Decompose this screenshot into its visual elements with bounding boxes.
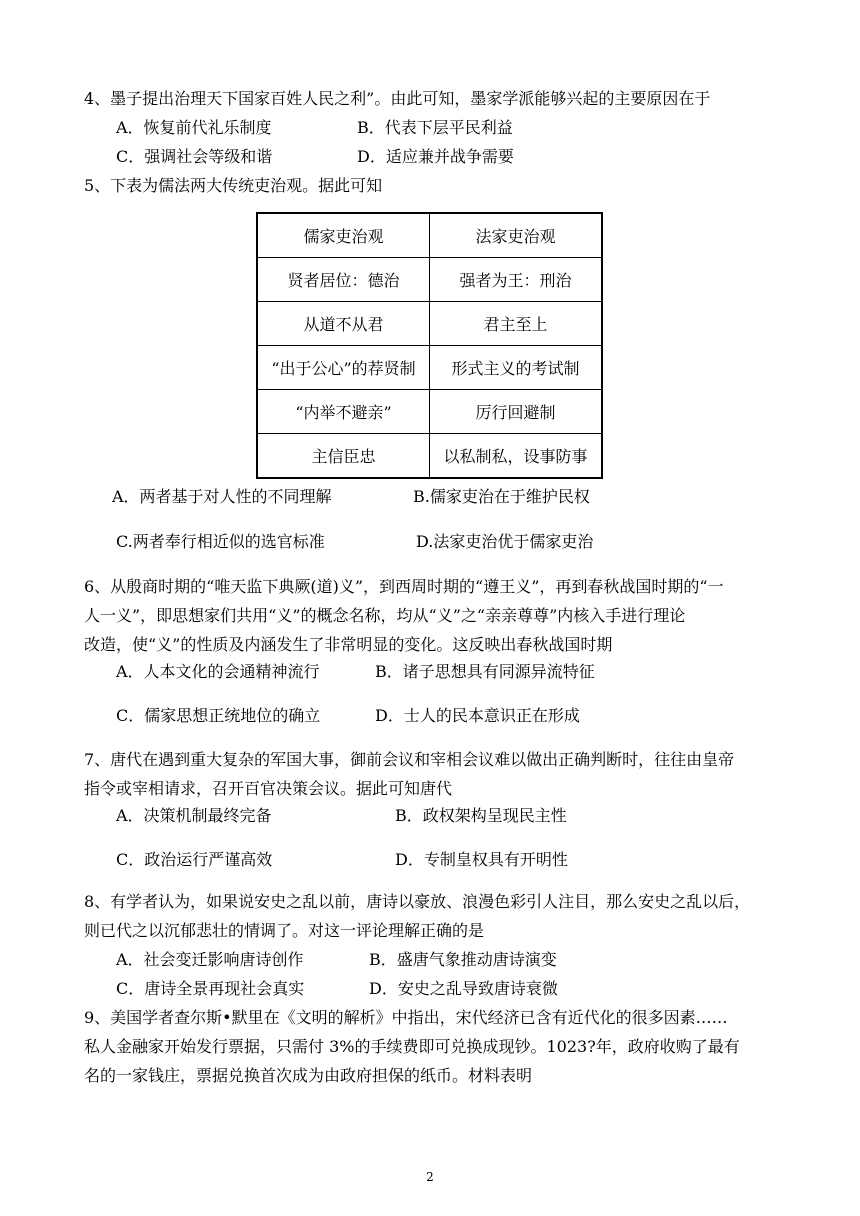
question-8-option-d: D．安史之乱导致唐诗衰微 xyxy=(369,979,558,998)
table-cell: 厉行回避制 xyxy=(430,390,603,434)
question-6-stem-line-2: 人一义”，即思想家们共用“义”的概念名称，均从“义”之“亲亲尊尊”内核入手进行理论 xyxy=(84,606,686,625)
table-cell: 君主至上 xyxy=(430,302,603,346)
question-4-option-a: A．恢复前代礼乐制度 xyxy=(116,118,272,137)
question-9-stem-line-2: 私人金融家开始发行票据，只需付 3%的手续费即可兑换成现钞。1023?年，政府收购了最有 xyxy=(84,1037,740,1056)
table-cell: 以私制私，设事防事 xyxy=(430,434,603,479)
table-cell: 贤者居位：德治 xyxy=(257,258,430,302)
question-8-stem-line-1: 8、有学者认为，如果说安史之乱以前，唐诗以豪放、浪漫色彩引人注目，那么安史之乱以后， xyxy=(84,892,751,911)
table-row xyxy=(257,302,602,346)
question-7-option-c: C．政治运行严谨高效 xyxy=(116,850,273,869)
table-header-confucian: 儒家吏治观 xyxy=(257,213,430,258)
question-7-option-d: D．专制皇权具有开明性 xyxy=(395,850,568,869)
question-8-stem-line-2: 则已代之以沉郁悲壮的情调了。对这一评论理解正确的是 xyxy=(84,921,485,940)
question-5-option-d: D.法家吏治优于儒家吏治 xyxy=(416,532,594,551)
question-5-option-c: C.两者奉行相近似的选官标准 xyxy=(116,532,325,551)
question-6-option-d: D．士人的民本意识正在形成 xyxy=(375,706,580,725)
question-6-option-a: A．人本文化的会通精神流行 xyxy=(116,662,320,681)
table-cell: “出于公心”的荐贤制 xyxy=(257,346,430,390)
question-7-stem-line-1: 7、唐代在遇到重大复杂的军国大事，御前会议和宰相会议难以做出正确判断时，往往由皇帝 xyxy=(84,750,735,769)
question-4-option-b: B．代表下层平民利益 xyxy=(357,118,513,137)
question-4-option-c: C．强调社会等级和谐 xyxy=(116,147,273,166)
table-header-row xyxy=(257,213,602,258)
question-7-option-a: A．决策机制最终完备 xyxy=(116,806,272,825)
table-cell: 从道不从君 xyxy=(257,302,430,346)
question-7-stem-line-2: 指令或宰相请求，召开百官决策会议。据此可知唐代 xyxy=(84,779,453,798)
table-row xyxy=(257,258,602,302)
table-row xyxy=(257,434,602,479)
question-8-option-c: C．唐诗全景再现社会真实 xyxy=(116,979,305,998)
table-row xyxy=(257,390,602,434)
question-6-option-b: B．诸子思想具有同源异流特征 xyxy=(375,662,595,681)
table-cell: “内举不避亲” xyxy=(257,390,430,434)
governance-comparison-table xyxy=(256,212,603,479)
table-cell: 强者为王：刑治 xyxy=(430,258,603,302)
table-cell: 形式主义的考试制 xyxy=(430,346,603,390)
question-7-option-b: B．政权架构呈现民主性 xyxy=(395,806,567,825)
question-4-option-d: D．适应兼并战争需要 xyxy=(357,147,514,166)
question-5-stem: 5、下表为儒法两大传统吏治观。据此可知 xyxy=(84,176,383,195)
question-8-option-b: B．盛唐气象推动唐诗演变 xyxy=(369,950,557,969)
question-6-stem-line-3: 改造，使“义”的性质及内涵发生了非常明显的变化。这反映出春秋战国时期 xyxy=(84,635,613,654)
question-6-stem-line-1: 6、从殷商时期的“唯天监下典厥(道)义”，到西周时期的“遵王义”，再到春秋战国时期的“一 xyxy=(84,577,724,596)
table-cell: 主信臣忠 xyxy=(257,434,430,479)
table-header-legalist: 法家吏治观 xyxy=(430,213,603,258)
question-9-stem-line-1: 9、美国学者查尔斯•默里在《文明的解析》中指出，宋代经济已含有近代化的很多因素…… xyxy=(84,1008,728,1027)
question-8-option-a: A．社会变迁影响唐诗创作 xyxy=(116,950,304,969)
question-4-stem: 4、墨子提出治理天下国家百姓人民之利”。由此可知，墨家学派能够兴起的主要原因在于 xyxy=(84,89,711,108)
table-row xyxy=(257,346,602,390)
question-6-option-c: C．儒家思想正统地位的确立 xyxy=(116,706,321,725)
question-5-option-b: B.儒家吏治在于维护民权 xyxy=(413,487,590,506)
page-number: 2 xyxy=(426,1170,434,1184)
question-9-stem-line-3: 名的一家钱庄，票据兑换首次成为由政府担保的纸币。材料表明 xyxy=(84,1066,533,1085)
question-5-option-a: A．两者基于对人性的不同理解 xyxy=(112,487,332,506)
